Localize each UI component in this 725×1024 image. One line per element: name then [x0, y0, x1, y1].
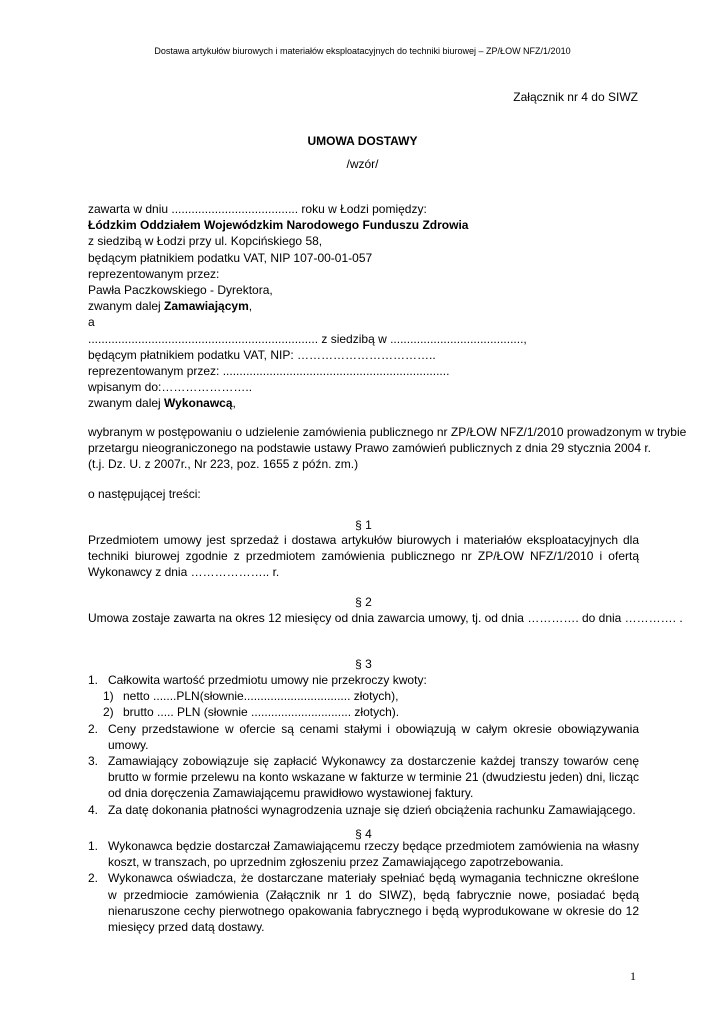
intro-line: przetargu nieograniczonego na podstawie ustawy Prawo zamówień publicznych z dnia 29 stycznia 2004 r.: [88, 441, 651, 456]
parties-line: Pawła Paczkowskiego - Dyrektora,: [88, 282, 273, 297]
item-text: Całkowita wartość przedmiotu umowy nie przekroczy kwoty:: [108, 673, 427, 687]
item-number: 1.: [88, 839, 99, 853]
item-text: netto .......PLN(słownie................................ złotych),: [123, 689, 399, 704]
item-text: Za datę dokonania płatności wynagrodzenia uznaje się dzień obciążenia rachunku Zamawiającego.: [108, 802, 636, 817]
parties-line: reprezentowanym przez:: [88, 266, 220, 281]
item-text: Wykonawca oświadcza, że dostarczane materiały spełniać będą wymagania techniczne określone w przedmiocie zamówienia (Załącznik nr 1 do SIWZ), będą fabrycznie nowe, posiadać będą nienaruszone cechy pierwotnego opakowania fabrycznego i będą wyprodukowane w okresie do 12 miesięcy przed datą dostawy.: [108, 871, 639, 935]
page-number: 1: [630, 969, 636, 983]
following-text: o następującej treści:: [88, 487, 201, 501]
parties-line: reprezentowanym przez: ....................................................................: [88, 363, 450, 378]
item-text: brutto ..... PLN (słownie .............................. złotych).: [123, 705, 400, 720]
contracting-authority-name: Łódzkim Oddziałem Wojewódzkim Narodowego Funduszu Zdrowia: [88, 218, 469, 233]
section-2-text: Umowa zostaje zawarta na okres 12 miesięcy od dnia zawarcia umowy, tj. od dnia …………. do dnia …………. .: [88, 611, 683, 625]
list-item: [88, 838, 639, 870]
item-number: 4.: [88, 802, 99, 817]
parties-line: będącym płatnikiem podatku VAT, NIP 107-00-01-057: [88, 250, 373, 265]
annex-label: Załącznik nr 4 do SIWZ: [513, 90, 638, 104]
item-number: 1.: [88, 673, 99, 687]
list-item: [88, 721, 639, 753]
item-number: 1): [103, 689, 114, 704]
parties-line: ..................................................................... z siedzibą w ........................................,: [88, 331, 527, 346]
list-item: [88, 704, 639, 720]
section-4-list: [88, 838, 639, 935]
list-item: [88, 802, 639, 818]
intro-line: (t.j. Dz. U. z 2007r., Nr 223, poz. 1655 z późn. zm.): [88, 457, 359, 472]
text-fragment: ,: [248, 299, 253, 314]
intro-line: wybranym w postępowaniu o udzielenie zamówienia publicznego nr ZP/ŁOW NFZ/1/2010 prowadzonym w trybie: [88, 425, 687, 439]
item-number: 2): [103, 705, 114, 720]
section-3-list: [88, 672, 639, 818]
parties-line: zawarta w dniu ...................................... roku w Łodzi pomiędzy:: [88, 202, 427, 216]
item-text: Wykonawca będzie dostarczał Zamawiającemu rzeczy będące przedmiotem zamówienia na własny koszt, w transzach, po uprzednim zgłoszeniu przez Zamawiającego zapotrzebowania.: [108, 839, 639, 870]
parties-block: [88, 201, 527, 411]
item-text: Ceny przedstawione w ofercie są cenami stałymi i obowiązują w całym okresie obowiązywania umowy.: [108, 721, 639, 752]
parties-line: a: [88, 315, 95, 330]
running-header: Dostawa artykułów biurowych i materiałów eksploatacyjnych do techniki biurowej – ZP/ŁOW NFZ/1/2010: [154, 46, 571, 56]
section-4-heading: § 4: [355, 827, 372, 841]
list-item: [88, 688, 639, 704]
parties-line: [88, 395, 527, 411]
intro-paragraph: [88, 424, 686, 473]
parties-line: z siedzibą w Łodzi przy ul. Kopcińskiego 58,: [88, 234, 323, 249]
section-1-heading: § 1: [355, 518, 372, 532]
wykonawca-term: Wykonawcą: [164, 396, 233, 411]
list-item: [88, 870, 639, 935]
parties-line: [88, 298, 527, 314]
list-item: [88, 753, 639, 802]
list-item: [88, 672, 639, 688]
section-1-text: Przedmiotem umowy jest sprzedaż i dostawa artykułów biurowych i materiałów eksploatacyjnych dla techniki biurowej zgodnie z przedmiotem zamówienia publicznego nr ZP/ŁOW NFZ/1/2010 i ofertą Wykonawcy z dnia ……………….. r.: [88, 533, 639, 580]
text-fragment: ,: [232, 396, 236, 411]
text-fragment: zwanym dalej: [88, 299, 165, 314]
item-number: 2.: [88, 721, 99, 736]
document-title: UMOWA DOSTAWY: [307, 134, 418, 148]
section-2-heading: § 2: [355, 595, 372, 609]
document-subtitle: /wzór/: [346, 157, 379, 171]
parties-line: wpisanym do:…………………..: [88, 380, 253, 395]
parties-line: będącym płatnikiem podatku VAT, NIP: ……………………………..: [88, 347, 436, 362]
zamawiajacy-term: Zamawiającym: [164, 299, 249, 314]
item-text: Zamawiający zobowiązuje się zapłacić Wykonawcy za dostarczenie każdej transzy towarów cenę brutto w formie przelewu na konto wskazane w fakturze w terminie 21 (dwudziestu jeden) dni, licząc od dnia doręczenia Zamawiającemu prawidłowo wystawionej faktury.: [108, 754, 639, 801]
section-3-heading: § 3: [355, 657, 372, 671]
item-number: 3.: [88, 754, 99, 769]
text-fragment: zwanym dalej: [88, 396, 165, 411]
item-number: 2.: [88, 871, 99, 886]
